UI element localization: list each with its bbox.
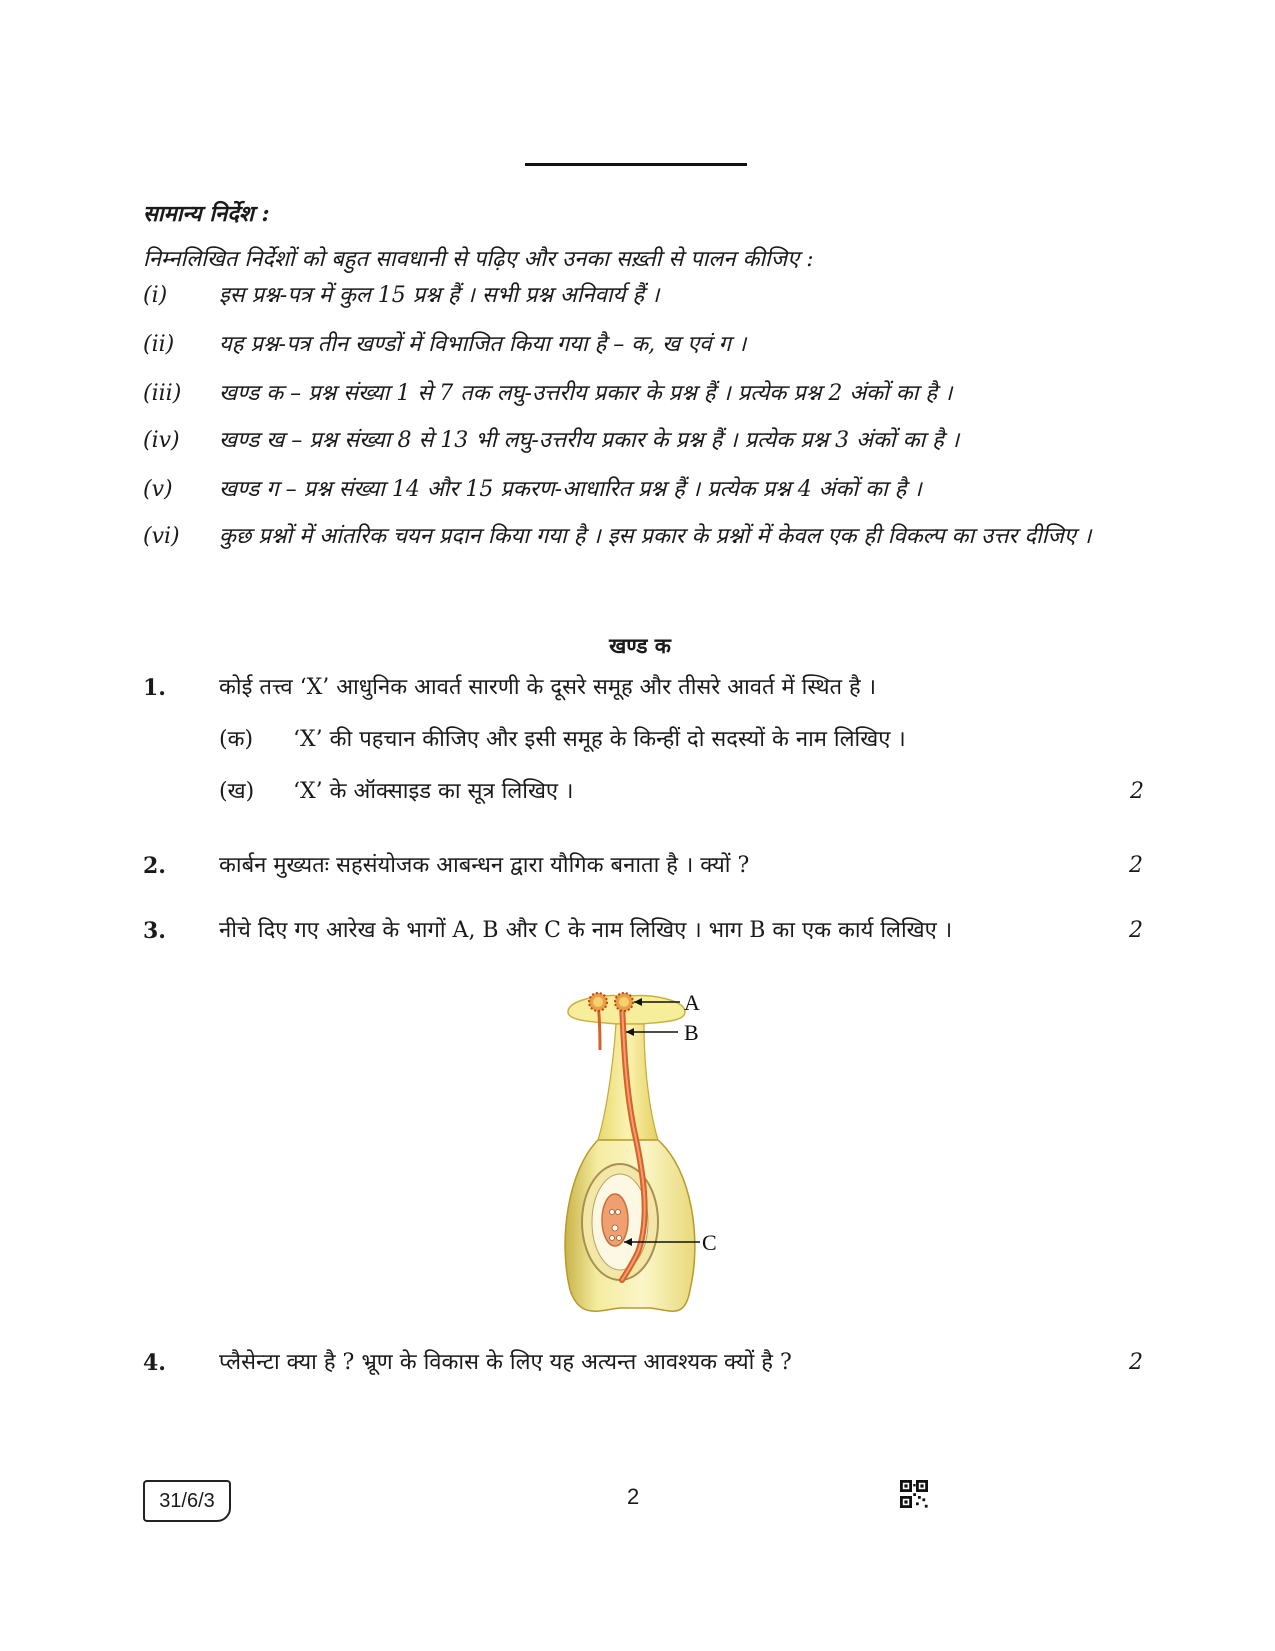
part-text: ‘X’ के ऑक्साइड का सूत्र लिखिए ।: [293, 779, 574, 804]
part-label: (ख): [219, 779, 255, 804]
instruction-text: यह प्रश्न-पत्र तीन खण्डों में विभाजित किया गया है – क, ख एवं ग ।: [219, 332, 747, 357]
instructions-intro: निम्नलिखित निर्देशों को बहुत सावधानी से पढ़िए और उनका सख़्ती से पालन कीजिए :: [143, 247, 814, 272]
instruction-number: (iv): [143, 428, 180, 453]
question-text: कार्बन मुख्यतः सहसंयोजक आबन्धन द्वारा यौगिक बनाता है । क्यों ?: [219, 853, 750, 878]
marks: 2: [1129, 1350, 1143, 1375]
instruction-number: (vi): [143, 524, 180, 549]
part-text: ‘X’ की पहचान कीजिए और इसी समूह के किन्हीं दो सदस्यों के नाम लिखिए ।: [293, 727, 906, 752]
marks: 2: [1130, 779, 1144, 804]
question-number: 3.: [143, 918, 166, 944]
qr-code-icon: [900, 1480, 928, 1508]
instruction-number: (iii): [143, 381, 182, 406]
question-number: 2.: [143, 853, 166, 879]
instructions-title: सामान्य निर्देश :: [143, 201, 270, 227]
instruction-number: (i): [143, 283, 168, 308]
page-number: 2: [627, 1484, 640, 1509]
label-c: C: [702, 1230, 717, 1255]
label-a: A: [684, 990, 700, 1015]
top-rule: [525, 163, 747, 166]
marks: 2: [1129, 918, 1143, 943]
instruction-number: (v): [143, 477, 173, 502]
marks: 2: [1129, 853, 1143, 878]
instruction-text: खण्ड क – प्रश्न संख्या 1 से 7 तक लघु-उत्तरीय प्रकार के प्रश्न हैं । प्रत्येक प्रश्न 2 अंकों का है ।: [219, 381, 953, 406]
instruction-number: (ii): [143, 332, 175, 357]
question-number: 1.: [143, 675, 166, 701]
instruction-text: कुछ प्रश्नों में आंतरिक चयन प्रदान किया गया है । इस प्रकार के प्रश्नों में केवल एक ही विकल्प का उत्तर दीजिए ।: [219, 524, 1092, 549]
instruction-text: इस प्रश्न-पत्र में कुल 15 प्रश्न हैं । सभी प्रश्न अनिवार्य हैं ।: [219, 283, 660, 308]
question-text: नीचे दिए गए आरेख के भागों A, B और C के नाम लिखिए । भाग B का एक कार्य लिखिए ।: [219, 918, 953, 943]
question-text: कोई तत्त्व ‘X’ आधुनिक आवर्त सारणी के दूसरे समूह और तीसरे आवर्त में स्थित है ।: [219, 675, 877, 700]
part-label: (क): [219, 727, 254, 752]
label-b: B: [684, 1020, 699, 1045]
paper-code: 31/6/3: [143, 1480, 231, 1522]
embryo-sac: [602, 1194, 628, 1246]
instruction-text: खण्ड ग – प्रश्न संख्या 14 और 15 प्रकरण-आधारित प्रश्न हैं । प्रत्येक प्रश्न 4 अंकों का है ।: [219, 477, 922, 502]
question-text: प्लैसेन्टा क्या है ? भ्रूण के विकास के लिए यह अत्यन्त आवश्यक क्यों है ?: [219, 1350, 792, 1375]
section-heading: खण्ड क: [609, 633, 671, 658]
question-number: 4.: [143, 1350, 166, 1376]
instruction-text: खण्ड ख – प्रश्न संख्या 8 से 13 भी लघु-उत्तरीय प्रकार के प्रश्न हैं । प्रत्येक प्रश्न 3 अंकों का है ।: [219, 428, 960, 453]
pistil-diagram: [560, 990, 780, 1370]
